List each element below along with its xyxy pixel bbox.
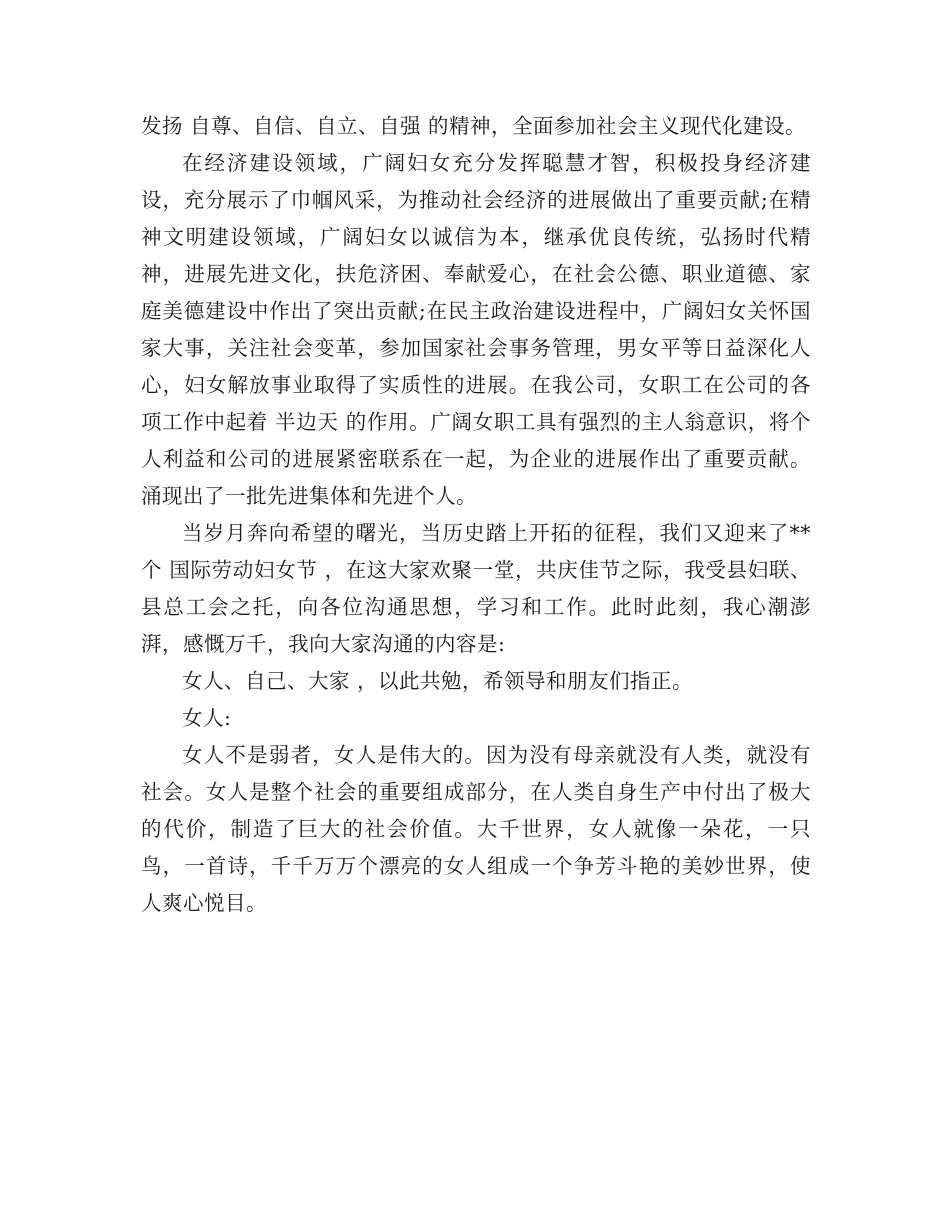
paragraph-3: 当岁月奔向希望的曙光，当历史踏上开拓的征程，我们又迎来了**个 国际劳动妇女节 ，在这大家欢聚一堂，共庆佳节之际，我受县妇联、县总工会之托，向各位沟通思想，学习和工作。此时此刻，我心潮澎湃，感慨万千，我向大家沟通的内容是: — [141, 521, 811, 656]
paragraph-6: 女人不是弱者，女人是伟大的。因为没有母亲就没有人类，就没有社会。女人是整个社会的重要组成部分，在人类自身生产中付出了极大的代价，制造了巨大的社会价值。大千世界，女人就像一朵花，一只鸟，一首诗，千千万万个漂亮的女人组成一个争芳斗艳的美妙世界，使人爽心悦目。 — [141, 743, 811, 915]
paragraph-2: 在经济建设领域，广阔妇女充分发挥聪慧才智，积极投身经济建设，充分展示了巾帼风采，为推动社会经济的进展做出了重要贡献;在精神文明建设领域，广阔妇女以诚信为本，继承优良传统，弘扬时代精神，进展先进文化，扶危济困、奉献爱心，在社会公德、职业道德、家庭美德建设中作出了突出贡献;在民主政治建设进程中，广阔妇女关怀国家大事，关注社会变革，参加国家社会事务管理，男女平等日益深化人心，妇女解放事业取得了实质性的进展。在我公司，女职工在公司的各项工作中起着 半边天 的作用。广阔女职工具有强烈的主人翁意识，将个人利益和公司的进展紧密联系在一起，为企业的进展作出了重要贡献。涌现出了一批先进集体和先进个人。 — [141, 151, 811, 508]
paragraph-1: 发扬 自尊、自信、自立、自强 的精神，全面参加社会主义现代化建设。 — [141, 114, 807, 138]
paragraph-4: 女人、自己、大家 ，以此共勉，希领导和朋友们指正。 — [182, 669, 694, 693]
paragraph-5: 女人: — [182, 706, 232, 730]
body-text — [141, 108, 811, 922]
